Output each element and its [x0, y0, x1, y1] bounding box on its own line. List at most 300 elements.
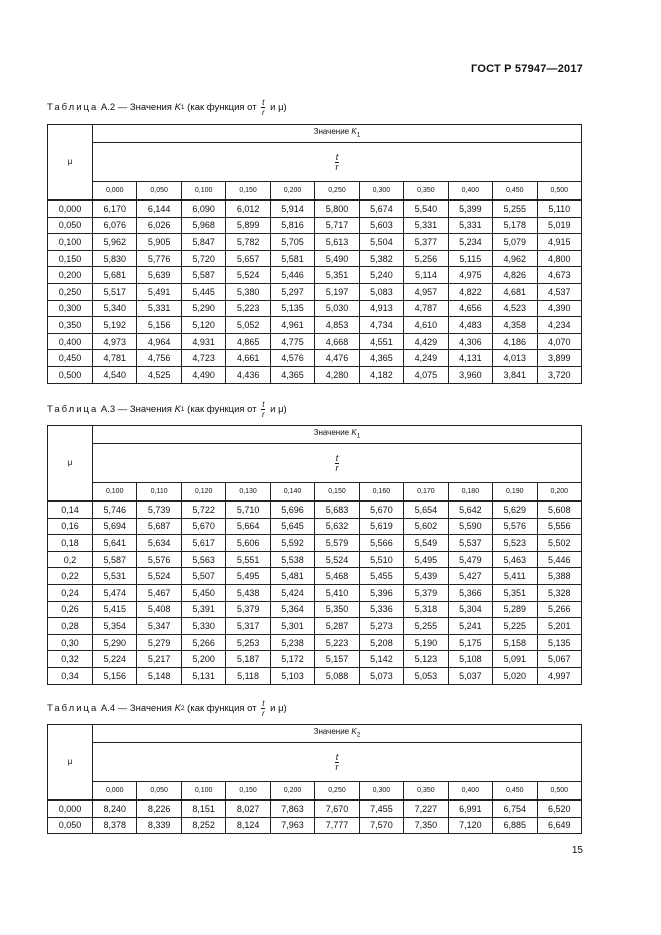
- table-cell: 5,415: [93, 601, 137, 618]
- table-cell: 5,705: [270, 234, 314, 251]
- table-cell: 5,576: [493, 518, 537, 535]
- table-cell: 5,304: [448, 601, 492, 618]
- table-cell: 5,290: [93, 634, 137, 651]
- row-mu-value: 0,34: [48, 667, 93, 684]
- table-cell: 4,490: [181, 366, 225, 383]
- table-cell: 4,525: [137, 366, 181, 383]
- table-cell: 5,289: [493, 601, 537, 618]
- table-cell: 5,178: [493, 217, 537, 234]
- data-table: [47, 124, 582, 384]
- table-cell: 4,537: [537, 283, 581, 300]
- column-header: 0,050: [137, 782, 181, 801]
- table-cell: 5,088: [315, 667, 359, 684]
- table-cell: 3,720: [537, 366, 581, 383]
- column-header-row: [48, 182, 582, 201]
- column-header: 0,300: [359, 182, 403, 201]
- table-cell: 5,073: [359, 667, 403, 684]
- table-cell: 5,256: [404, 250, 448, 267]
- table-cell: 5,238: [270, 634, 314, 651]
- table-cell: 4,800: [537, 250, 581, 267]
- table-row: [48, 601, 582, 618]
- caption-mid: (как функция от: [184, 404, 260, 415]
- table-cell: 5,717: [315, 217, 359, 234]
- table-row: [48, 217, 582, 234]
- table-cell: 5,396: [359, 584, 403, 601]
- mu-header: μ: [48, 125, 93, 201]
- table-cell: 5,241: [448, 618, 492, 635]
- table-cell: 5,410: [315, 584, 359, 601]
- table-cell: 4,540: [93, 366, 137, 383]
- table-cell: 5,905: [137, 234, 181, 251]
- table-cell: 5,175: [448, 634, 492, 651]
- header-fraction-row: [48, 444, 582, 483]
- row-mu-value: 0,28: [48, 618, 93, 635]
- table-cell: 5,408: [137, 601, 181, 618]
- row-mu-value: 0,050: [48, 217, 93, 234]
- table-cell: 5,266: [537, 601, 581, 618]
- table-cell: 5,287: [315, 618, 359, 635]
- value-label: Значение: [313, 126, 352, 136]
- table-cell: 5,297: [270, 283, 314, 300]
- table-cell: 6,170: [93, 200, 137, 217]
- table-cell: 5,590: [448, 518, 492, 535]
- table-cell: 4,787: [404, 300, 448, 317]
- table-cell: 5,523: [493, 535, 537, 552]
- column-header: 0,160: [359, 483, 403, 502]
- table-cell: 5,670: [181, 518, 225, 535]
- header-row: [48, 426, 582, 444]
- header-row: [48, 725, 582, 743]
- column-header: 0,140: [270, 483, 314, 502]
- row-mu-value: 0,16: [48, 518, 93, 535]
- table-row: [48, 535, 582, 552]
- column-header: 0,170: [404, 483, 448, 502]
- table-cell: 4,781: [93, 350, 137, 367]
- table-cell: 5,556: [537, 518, 581, 535]
- table-cell: 5,474: [93, 584, 137, 601]
- table-cell: 5,255: [404, 618, 448, 635]
- caption-mid: (как функция от: [184, 102, 260, 113]
- table-cell: 5,317: [226, 618, 270, 635]
- table-cell: 5,479: [448, 551, 492, 568]
- header-row: [48, 125, 582, 143]
- column-header: 0,500: [537, 782, 581, 801]
- table-cell: 4,975: [448, 267, 492, 284]
- table-row: [48, 800, 582, 817]
- table-row: [48, 518, 582, 535]
- column-header: 0,100: [93, 483, 137, 502]
- table-cell: 4,931: [181, 333, 225, 350]
- caption-fraction: [261, 98, 265, 117]
- row-mu-value: 0,350: [48, 317, 93, 334]
- table-cell: 5,606: [226, 535, 270, 552]
- caption-prefix: Таблица: [47, 102, 99, 113]
- column-header: 0,150: [315, 483, 359, 502]
- table-cell: 5,030: [315, 300, 359, 317]
- table-cell: 4,280: [315, 366, 359, 383]
- table-cell: 4,390: [537, 300, 581, 317]
- table-cell: 5,079: [493, 234, 537, 251]
- column-header: 0,130: [226, 483, 270, 502]
- table-cell: 5,223: [226, 300, 270, 317]
- table-cell: 4,365: [359, 350, 403, 367]
- table-cell: 7,670: [315, 800, 359, 817]
- table-cell: 5,197: [315, 283, 359, 300]
- table-cell: 5,225: [493, 618, 537, 635]
- table-cell: 5,641: [93, 535, 137, 552]
- header-fraction: [335, 454, 340, 473]
- table-cell: 5,037: [448, 667, 492, 684]
- row-mu-value: 0,150: [48, 250, 93, 267]
- table-cell: 6,754: [493, 800, 537, 817]
- table-cell: 5,510: [359, 551, 403, 568]
- table-cell: 5,681: [93, 267, 137, 284]
- table-cell: 5,446: [537, 551, 581, 568]
- table-cell: 5,490: [315, 250, 359, 267]
- caption-variable: K: [174, 404, 181, 415]
- table-caption: [47, 98, 287, 117]
- table-cell: 4,075: [404, 366, 448, 383]
- fraction-denominator: r: [262, 410, 265, 419]
- table-cell: 5,467: [137, 584, 181, 601]
- table-cell: 5,053: [404, 667, 448, 684]
- table-cell: 5,782: [226, 234, 270, 251]
- caption-end: и μ): [267, 102, 287, 113]
- table-row: [48, 267, 582, 284]
- row-mu-value: 0,500: [48, 366, 93, 383]
- table-cell: 5,052: [226, 317, 270, 334]
- row-mu-value: 0,30: [48, 634, 93, 651]
- table-cell: 5,531: [93, 568, 137, 585]
- table-cell: 4,551: [359, 333, 403, 350]
- table-cell: 4,182: [359, 366, 403, 383]
- table-cell: 4,997: [537, 667, 581, 684]
- table-cell: 4,915: [537, 234, 581, 251]
- table-cell: 4,913: [359, 300, 403, 317]
- table-cell: 5,158: [493, 634, 537, 651]
- table-cell: 5,710: [226, 501, 270, 518]
- table-cell: 5,463: [493, 551, 537, 568]
- column-header: 0,350: [404, 182, 448, 201]
- column-header: 0,150: [226, 782, 270, 801]
- column-header: 0,190: [493, 483, 537, 502]
- table-cell: 5,816: [270, 217, 314, 234]
- fraction-denominator: r: [335, 762, 339, 772]
- column-header: 0,000: [93, 782, 137, 801]
- table-cell: 8,240: [93, 800, 137, 817]
- table-cell: 4,734: [359, 317, 403, 334]
- table-cell: 5,439: [404, 568, 448, 585]
- table-cell: 5,776: [137, 250, 181, 267]
- table-cell: 4,234: [537, 317, 581, 334]
- table-cell: 4,826: [493, 267, 537, 284]
- fraction-denominator: r: [335, 162, 339, 172]
- table-cell: 5,331: [404, 217, 448, 234]
- row-mu-value: 0,200: [48, 267, 93, 284]
- table-cell: 5,657: [226, 250, 270, 267]
- table-cell: 7,227: [404, 800, 448, 817]
- table-row: [48, 501, 582, 518]
- table-row: [48, 366, 582, 383]
- table-cell: 3,960: [448, 366, 492, 383]
- table-cell: 5,201: [537, 618, 581, 635]
- value-header: [93, 725, 582, 743]
- value-subscript: 1: [356, 131, 361, 139]
- table-cell: 5,351: [493, 584, 537, 601]
- table-row: [48, 618, 582, 635]
- table-cell: 5,200: [181, 651, 225, 668]
- table-cell: 7,777: [315, 817, 359, 834]
- table-cell: 5,739: [137, 501, 181, 518]
- table-cell: 4,365: [270, 366, 314, 383]
- table-cell: 4,961: [270, 317, 314, 334]
- fraction-header: [93, 743, 582, 782]
- caption-fraction: [261, 699, 265, 718]
- table-caption: [47, 400, 287, 419]
- table-cell: 5,696: [270, 501, 314, 518]
- table-cell: 5,847: [181, 234, 225, 251]
- row-mu-value: 0,24: [48, 584, 93, 601]
- table-cell: 7,863: [270, 800, 314, 817]
- table-cell: 5,234: [448, 234, 492, 251]
- table-cell: 4,186: [493, 333, 537, 350]
- caption-prefix: Таблица: [47, 703, 99, 714]
- table-row: [48, 300, 582, 317]
- table-cell: 5,379: [404, 584, 448, 601]
- table-cell: 5,135: [270, 300, 314, 317]
- table-cell: 5,157: [315, 651, 359, 668]
- value-variable: K: [351, 427, 357, 437]
- table-cell: 4,723: [181, 350, 225, 367]
- table-cell: 5,135: [537, 634, 581, 651]
- table-cell: 5,450: [181, 584, 225, 601]
- table-cell: 8,124: [226, 817, 270, 834]
- table-cell: 5,103: [270, 667, 314, 684]
- column-header: 0,110: [137, 483, 181, 502]
- table-cell: 6,144: [137, 200, 181, 217]
- column-header-row: [48, 483, 582, 502]
- table-cell: 5,962: [93, 234, 137, 251]
- table-cell: 5,190: [404, 634, 448, 651]
- table-cell: 6,649: [537, 817, 581, 834]
- column-header: 0,120: [181, 483, 225, 502]
- table-cell: 5,800: [315, 200, 359, 217]
- table-cell: 5,391: [181, 601, 225, 618]
- table-cell: 4,962: [493, 250, 537, 267]
- table-cell: 5,446: [270, 267, 314, 284]
- table-cell: 5,253: [226, 634, 270, 651]
- column-header: 0,200: [537, 483, 581, 502]
- table-cell: 5,020: [493, 667, 537, 684]
- table-cell: 6,090: [181, 200, 225, 217]
- table-cell: 5,504: [359, 234, 403, 251]
- column-header: 0,150: [226, 182, 270, 201]
- table-row: [48, 333, 582, 350]
- table-row: [48, 317, 582, 334]
- mu-header: μ: [48, 725, 93, 801]
- table-row: [48, 234, 582, 251]
- table-cell: 5,602: [404, 518, 448, 535]
- row-mu-value: 0,450: [48, 350, 93, 367]
- table-cell: 4,436: [226, 366, 270, 383]
- table-cell: 5,654: [404, 501, 448, 518]
- table-cell: 5,331: [448, 217, 492, 234]
- table-cell: 5,517: [93, 283, 137, 300]
- table-cell: 5,255: [493, 200, 537, 217]
- table-cell: 4,358: [493, 317, 537, 334]
- table-cell: 5,670: [359, 501, 403, 518]
- table-cell: 7,350: [404, 817, 448, 834]
- caption-number: А.3 — Значения: [98, 404, 175, 415]
- table-cell: 5,240: [359, 267, 403, 284]
- table-cell: 5,110: [537, 200, 581, 217]
- data-table: [47, 724, 582, 834]
- table-cell: 5,156: [137, 317, 181, 334]
- table-cell: 8,151: [181, 800, 225, 817]
- table-cell: 4,668: [315, 333, 359, 350]
- table-cell: 5,187: [226, 651, 270, 668]
- table-cell: 5,914: [270, 200, 314, 217]
- table-cell: 5,223: [315, 634, 359, 651]
- table-cell: 4,973: [93, 333, 137, 350]
- row-mu-value: 0,18: [48, 535, 93, 552]
- table-cell: 5,634: [137, 535, 181, 552]
- fraction-numerator: t: [335, 152, 339, 162]
- table-cell: 5,455: [359, 568, 403, 585]
- column-header: 0,400: [448, 182, 492, 201]
- table-cell: 5,538: [270, 551, 314, 568]
- table-cell: 5,266: [181, 634, 225, 651]
- table-cell: 5,674: [359, 200, 403, 217]
- table-cell: 5,273: [359, 618, 403, 635]
- table-cell: 5,524: [315, 551, 359, 568]
- fraction-denominator: r: [262, 108, 265, 117]
- table-cell: 5,350: [315, 601, 359, 618]
- column-header: 0,300: [359, 782, 403, 801]
- fraction-denominator: r: [262, 709, 265, 718]
- table-cell: 5,172: [270, 651, 314, 668]
- caption-end: и μ): [267, 404, 287, 415]
- header-fraction: [335, 753, 340, 772]
- table-cell: 5,563: [181, 551, 225, 568]
- table-cell: 7,570: [359, 817, 403, 834]
- row-mu-value: 0,000: [48, 200, 93, 217]
- table-row: [48, 817, 582, 834]
- table-cell: 5,115: [448, 250, 492, 267]
- table-cell: 5,388: [537, 568, 581, 585]
- column-header: 0,450: [493, 182, 537, 201]
- table-cell: 5,340: [93, 300, 137, 317]
- table-cell: 5,354: [93, 618, 137, 635]
- table-cell: 5,019: [537, 217, 581, 234]
- table-cell: 4,673: [537, 267, 581, 284]
- table-cell: 8,339: [137, 817, 181, 834]
- fraction-header: [93, 444, 582, 483]
- caption-variable: K: [174, 102, 181, 113]
- row-mu-value: 0,000: [48, 800, 93, 817]
- table-cell: 4,964: [137, 333, 181, 350]
- table-row: [48, 250, 582, 267]
- table-cell: 5,579: [315, 535, 359, 552]
- table-cell: 5,524: [137, 568, 181, 585]
- table-row: [48, 568, 582, 585]
- table-cell: 8,252: [181, 817, 225, 834]
- value-subscript: 2: [356, 731, 361, 739]
- table-cell: 3,899: [537, 350, 581, 367]
- caption-prefix: Таблица: [47, 404, 99, 415]
- table-cell: 5,424: [270, 584, 314, 601]
- table-cell: 5,224: [93, 651, 137, 668]
- table-cell: 4,865: [226, 333, 270, 350]
- table-caption: [47, 699, 287, 718]
- table-cell: 5,720: [181, 250, 225, 267]
- value-header: [93, 125, 582, 143]
- caption-variable: K: [174, 703, 181, 714]
- table-cell: 5,301: [270, 618, 314, 635]
- row-mu-value: 0,22: [48, 568, 93, 585]
- table-cell: 5,123: [404, 651, 448, 668]
- table-cell: 5,445: [181, 283, 225, 300]
- table-cell: 5,347: [137, 618, 181, 635]
- fraction-numerator: t: [262, 400, 265, 409]
- column-header: 0,200: [270, 182, 314, 201]
- table-row: [48, 651, 582, 668]
- table-cell: 6,076: [93, 217, 137, 234]
- table-cell: 5,617: [181, 535, 225, 552]
- value-subscript: 1: [356, 432, 361, 440]
- table-cell: 4,822: [448, 283, 492, 300]
- table-cell: 4,681: [493, 283, 537, 300]
- table-cell: 4,775: [270, 333, 314, 350]
- table-row: [48, 667, 582, 684]
- table-cell: 5,380: [226, 283, 270, 300]
- header-fraction-row: [48, 143, 582, 182]
- caption-mid: (как функция от: [184, 703, 260, 714]
- table-cell: 4,661: [226, 350, 270, 367]
- caption-subscript: 1: [180, 406, 185, 413]
- table-row: [48, 634, 582, 651]
- table-cell: 5,411: [493, 568, 537, 585]
- column-header: 0,450: [493, 782, 537, 801]
- table-cell: 5,118: [226, 667, 270, 684]
- fraction-numerator: t: [262, 699, 265, 708]
- row-mu-value: 0,300: [48, 300, 93, 317]
- table-row: [48, 283, 582, 300]
- table-cell: 5,091: [493, 651, 537, 668]
- table-cell: 5,067: [537, 651, 581, 668]
- table-cell: 4,957: [404, 283, 448, 300]
- table-cell: 4,131: [448, 350, 492, 367]
- table-cell: 5,664: [226, 518, 270, 535]
- table-cell: 5,537: [448, 535, 492, 552]
- table-cell: 8,027: [226, 800, 270, 817]
- table-cell: 4,013: [493, 350, 537, 367]
- table-cell: 7,455: [359, 800, 403, 817]
- table-cell: 5,592: [270, 535, 314, 552]
- row-mu-value: 0,100: [48, 234, 93, 251]
- table-cell: 5,427: [448, 568, 492, 585]
- table-cell: 5,131: [181, 667, 225, 684]
- table-cell: 5,524: [226, 267, 270, 284]
- table-cell: 5,581: [270, 250, 314, 267]
- table-cell: 5,120: [181, 317, 225, 334]
- header-fraction-row: [48, 743, 582, 782]
- caption-fraction: [261, 400, 265, 419]
- table-row: [48, 584, 582, 601]
- table-cell: 5,551: [226, 551, 270, 568]
- table-cell: 5,968: [181, 217, 225, 234]
- table-cell: 4,756: [137, 350, 181, 367]
